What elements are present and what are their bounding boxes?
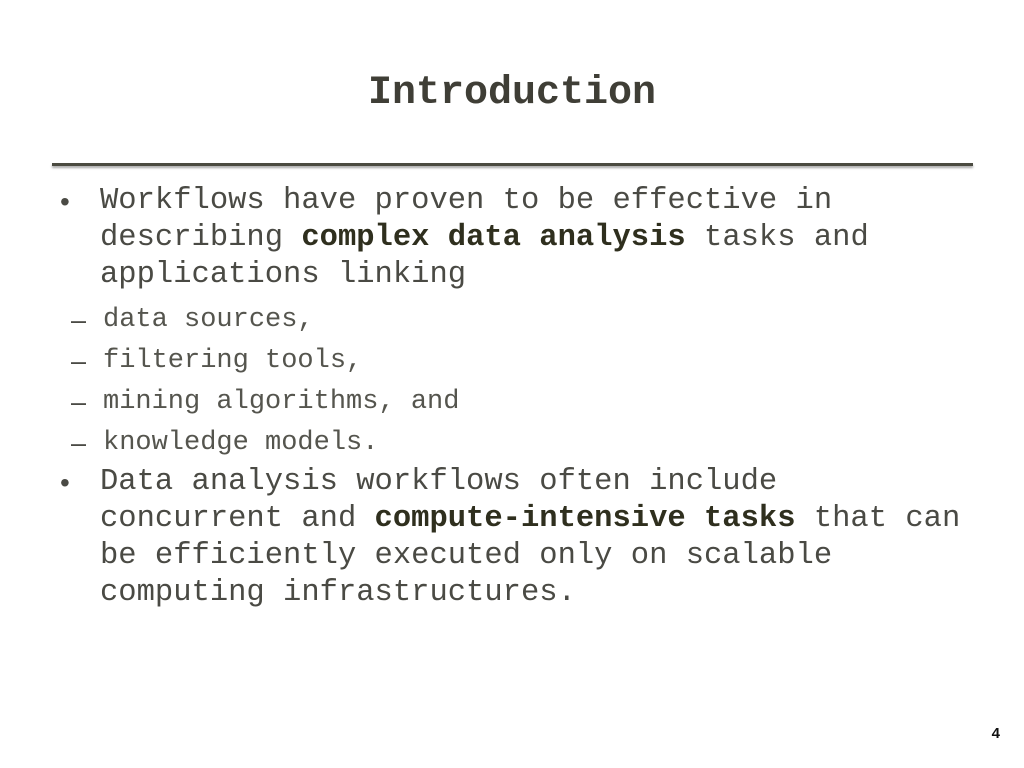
- bullet-text: Data analysis workflows often include concurrent and: [100, 465, 778, 536]
- bullet-text: tasks and applications linking: [100, 221, 869, 292]
- dash-icon: –: [71, 428, 87, 458]
- bullet-emphasis: complex data analysis: [301, 221, 686, 255]
- bullet-text: that can be efficiently executed only on scalable computing infrastructures.: [100, 502, 961, 610]
- bullet-text: Workflows have proven to be effective in describing: [100, 184, 833, 255]
- title-divider: [52, 163, 973, 166]
- sub-bullet-item: [58, 300, 978, 341]
- sub-bullet-text: mining algorithms, and: [103, 387, 460, 417]
- bullet-emphasis: compute-intensive tasks: [374, 502, 796, 536]
- bullet-icon: •: [60, 186, 70, 217]
- slide-title: Introduction: [367, 71, 657, 116]
- sub-bullet-text: knowledge models.: [103, 428, 379, 458]
- sub-bullet-text: data sources,: [103, 305, 314, 335]
- bullet-item: [58, 183, 978, 294]
- sub-bullet-text: filtering tools,: [103, 346, 363, 376]
- sub-bullet-item: [58, 423, 978, 464]
- dash-icon: –: [71, 305, 87, 335]
- page-number: 4: [991, 725, 1000, 742]
- slide-body: [58, 183, 978, 612]
- dash-icon: –: [71, 346, 87, 376]
- dash-icon: –: [71, 387, 87, 417]
- bullet-item: [58, 464, 978, 612]
- sub-bullet-list: [58, 300, 978, 464]
- bullet-icon: •: [60, 467, 70, 498]
- sub-bullet-item: [58, 382, 978, 423]
- sub-bullet-item: [58, 341, 978, 382]
